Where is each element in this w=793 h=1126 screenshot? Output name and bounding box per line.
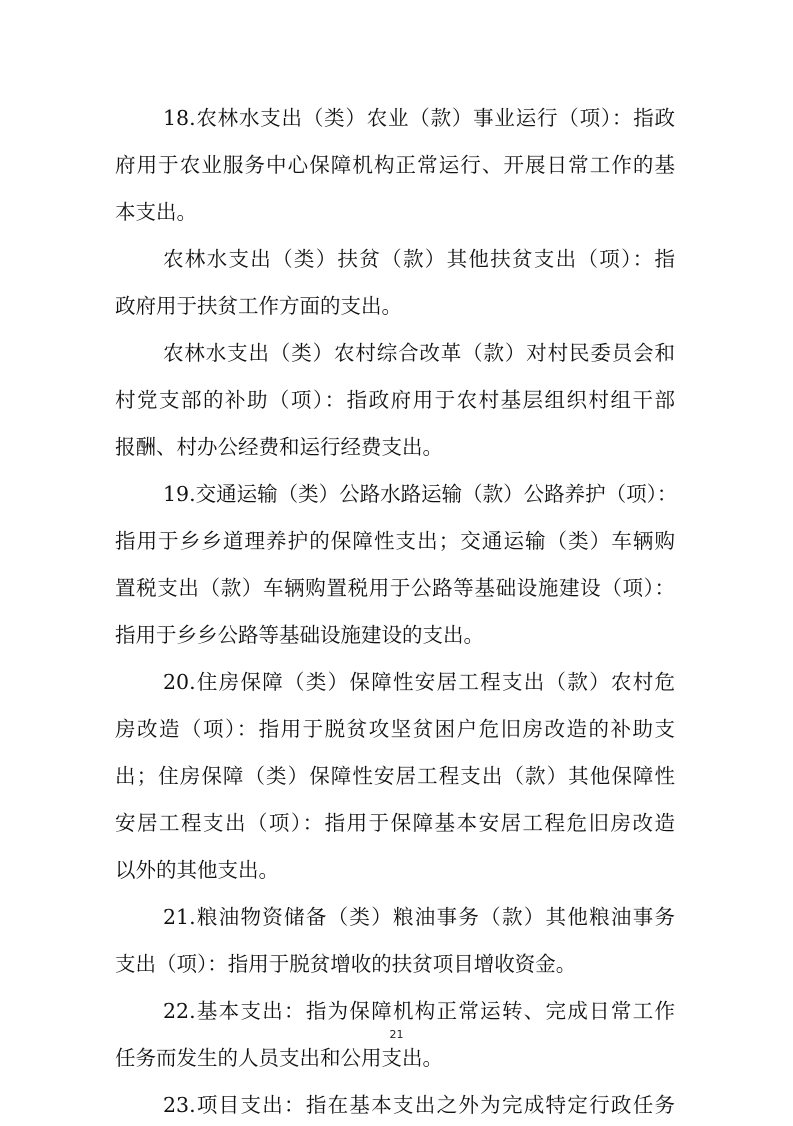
paragraph-18-line-1: 18.农林水支出（类）农业（款）事业运行（项）：指政 <box>163 106 675 130</box>
paragraph-poverty-line-2: 政府用于扶贫工作方面的支出。 <box>115 294 402 318</box>
paragraph-20-line-2: 房改造（项）：指用于脱贫攻坚贫困户危旧房改造的补助支 <box>115 717 675 741</box>
paragraph-rural-reform-line-3: 报酬、村办公经费和运行经费支出。 <box>115 435 443 459</box>
paragraph-22-line-2: 任务而发生的人员支出和公用支出。 <box>115 1046 443 1070</box>
paragraph-poverty-line-1: 农林水支出（类）扶贫（款）其他扶贫支出（项）：指 <box>163 247 675 271</box>
paragraph-19-line-4: 指用于乡乡公路等基础设施建设的支出。 <box>115 623 484 647</box>
paragraph-20-line-1: 20.住房保障（类）保障性安居工程支出（款）农村危 <box>163 670 675 694</box>
paragraph-18-line-2: 府用于农业服务中心保障机构正常运行、开展日常工作的基 <box>115 153 675 177</box>
paragraph-21-line-1: 21.粮油物资储备（类）粮油事务（款）其他粮油事务 <box>163 905 675 929</box>
paragraph-20-line-3: 出；住房保障（类）保障性安居工程支出（款）其他保障性 <box>115 764 675 788</box>
paragraph-23-line-1: 23.项目支出：指在基本支出之外为完成特定行政任务 <box>163 1093 675 1117</box>
paragraph-22-line-1: 22.基本支出：指为保障机构正常运转、完成日常工作 <box>163 999 675 1023</box>
paragraph-rural-reform-line-1: 农林水支出（类）农村综合改革（款）对村民委员会和 <box>163 341 675 365</box>
paragraph-18-line-3: 本支出。 <box>115 200 197 224</box>
page-number: 21 <box>389 1028 404 1041</box>
paragraph-20-line-5: 以外的其他支出。 <box>115 858 279 882</box>
paragraph-rural-reform-line-2: 村党支部的补助（项）：指政府用于农村基层组织村组干部 <box>115 388 675 412</box>
paragraph-20-line-4: 安居工程支出（项）：指用于保障基本安居工程危旧房改造 <box>115 811 675 835</box>
paragraph-19-line-2: 指用于乡乡道理养护的保障性支出；交通运输（类）车辆购 <box>115 529 675 553</box>
paragraph-19-line-1: 19.交通运输（类）公路水路运输（款）公路养护（项）： <box>163 482 678 506</box>
paragraph-21-line-2: 支出（项）：指用于脱贫增收的扶贫项目增收资金。 <box>115 952 577 976</box>
paragraph-19-line-3: 置税支出（款）车辆购置税用于公路等基础设施建设（项）： <box>115 576 675 600</box>
